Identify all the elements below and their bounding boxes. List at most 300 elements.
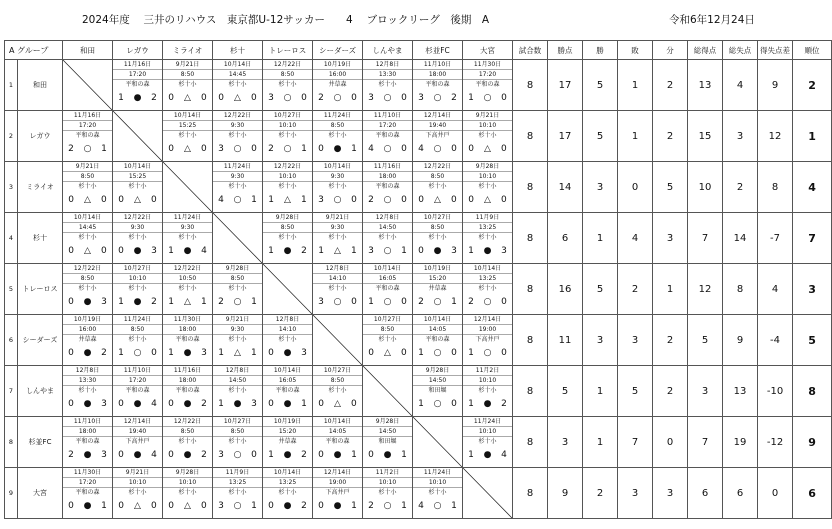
match-date: 10月27日 — [213, 417, 262, 427]
match-venue: 杉十小 — [228, 438, 247, 445]
goals-against: 0 — [500, 194, 507, 205]
match-time: 19:00 — [313, 478, 362, 488]
match-date: 11月24日 — [213, 162, 262, 172]
rank-value: 6 — [793, 468, 832, 519]
match-date: 9月28日 — [263, 213, 312, 223]
match-venue: 杉十小 — [328, 234, 347, 241]
match-score — [163, 91, 212, 104]
result-mark: ○ — [483, 347, 492, 358]
match-date: 11月10日 — [113, 366, 162, 376]
match-cell — [163, 366, 213, 417]
match-cell — [63, 315, 113, 366]
result-mark: ○ — [83, 143, 92, 154]
team-row — [5, 315, 832, 366]
match-score — [413, 244, 462, 257]
match-time: 17:20 — [113, 376, 162, 386]
stat-value: 2 — [653, 315, 688, 366]
match-time: 13:30 — [363, 70, 412, 80]
league-table — [4, 40, 832, 519]
stat-value: 8 — [513, 162, 548, 213]
match-score — [63, 244, 112, 257]
match-venue: 下高井戸 — [425, 132, 450, 139]
match-time: 17:20 — [463, 70, 512, 80]
goals-against: 2 — [501, 398, 507, 409]
result-mark: △ — [134, 500, 141, 511]
goals-for: 0 — [318, 398, 325, 409]
goals-against: 0 — [151, 347, 157, 358]
match-score — [313, 91, 362, 104]
match-score — [213, 193, 262, 206]
team-name: ミライオ — [18, 162, 63, 213]
match-time: 18:00 — [163, 325, 212, 335]
match-date: 10月14日 — [213, 60, 262, 70]
match-score — [113, 499, 162, 512]
match-time: 18:00 — [63, 427, 112, 437]
match-cell — [213, 60, 263, 111]
goals-for: 0 — [418, 194, 425, 205]
team-name: 大宮 — [18, 468, 63, 519]
row-number: 5 — [5, 264, 18, 315]
match-score — [63, 346, 112, 359]
match-score — [413, 295, 462, 308]
match-cell — [313, 417, 363, 468]
match-venue: 杉十小 — [378, 489, 397, 496]
goals-for: 3 — [218, 500, 224, 511]
match-venue: 平和の森 — [175, 336, 200, 343]
goals-for: 0 — [118, 398, 124, 409]
match-venue: 平和の森 — [375, 285, 400, 292]
stat-col-header: 総失点 — [723, 41, 758, 60]
stat-value: 14 — [548, 162, 583, 213]
goals-for: 0 — [168, 398, 174, 409]
rank-value: 8 — [793, 366, 832, 417]
page-title: 2024年度 三井のリハウス 東京都U-12サッカー 4 ブロックリーグ 後期 A — [82, 14, 490, 26]
goals-for: 1 — [368, 296, 374, 307]
match-cell — [213, 111, 263, 162]
goals-against: 0 — [351, 194, 357, 205]
goals-against: 4 — [201, 245, 207, 256]
goals-for: 0 — [118, 449, 124, 460]
match-cell — [463, 111, 513, 162]
match-score — [113, 244, 162, 257]
match-cell — [263, 111, 313, 162]
goals-for: 4 — [418, 143, 424, 154]
stat-value: 8 — [723, 264, 758, 315]
result-mark: ○ — [433, 296, 442, 307]
goals-for: 0 — [318, 449, 324, 460]
match-cell — [413, 111, 463, 162]
match-venue: 平和の森 — [475, 81, 500, 88]
match-cell — [163, 315, 213, 366]
result-mark: ● — [483, 245, 492, 256]
match-score — [213, 499, 262, 512]
result-mark: ● — [83, 296, 92, 307]
goals-against: 1 — [351, 500, 357, 511]
goals-for: 3 — [218, 143, 224, 154]
stat-value: -12 — [758, 417, 793, 468]
team-row — [5, 60, 832, 111]
goals-against: 1 — [351, 449, 357, 460]
match-time: 8:50 — [213, 274, 262, 284]
team-row — [5, 111, 832, 162]
stat-value: 12 — [758, 111, 793, 162]
goals-against: 0 — [401, 143, 407, 154]
goals-against: 0 — [200, 92, 207, 103]
match-cell — [313, 162, 363, 213]
goals-against: 0 — [451, 347, 457, 358]
goals-for: 1 — [168, 347, 174, 358]
match-score — [263, 448, 312, 461]
result-mark: ○ — [433, 398, 442, 409]
match-time: 13:25 — [463, 223, 512, 233]
goals-for: 0 — [268, 398, 274, 409]
match-cell — [263, 366, 313, 417]
goals-against: 2 — [301, 449, 307, 460]
result-mark: ● — [483, 398, 492, 409]
result-mark: ● — [183, 449, 192, 460]
result-mark: △ — [84, 245, 91, 256]
goals-against: 0 — [150, 194, 157, 205]
match-venue: 平和の森 — [275, 387, 300, 394]
match-cell — [413, 213, 463, 264]
goals-for: 0 — [418, 245, 424, 256]
result-mark: ● — [433, 245, 442, 256]
stat-value: 1 — [618, 60, 653, 111]
result-mark: ● — [83, 449, 92, 460]
goals-for: 2 — [268, 143, 274, 154]
match-time: 10:10 — [463, 427, 512, 437]
match-time: 9:30 — [213, 172, 262, 182]
match-time: 8:50 — [63, 274, 112, 284]
rank-value: 1 — [793, 111, 832, 162]
goals-against: 0 — [351, 296, 357, 307]
match-venue: 平和の森 — [425, 336, 450, 343]
rank-value: 4 — [793, 162, 832, 213]
goals-against: 3 — [101, 296, 107, 307]
match-time: 10:50 — [163, 274, 212, 284]
match-venue: 杉十小 — [78, 387, 97, 394]
match-time: 10:10 — [163, 478, 212, 488]
team-col-header: しんやま — [363, 41, 413, 60]
row-number: 3 — [5, 162, 18, 213]
team-col-header: トレーロス — [263, 41, 313, 60]
stat-value: 3 — [583, 315, 618, 366]
result-mark: △ — [184, 296, 191, 307]
goals-against: 2 — [451, 92, 457, 103]
match-date: 10月27日 — [363, 315, 412, 325]
match-date: 11月30日 — [463, 60, 512, 70]
match-venue: 杉十小 — [228, 285, 247, 292]
goals-for: 1 — [118, 92, 124, 103]
team-row — [5, 417, 832, 468]
match-score — [313, 499, 362, 512]
match-date: 12月8日 — [363, 213, 412, 223]
match-date: 10月27日 — [263, 111, 312, 121]
goals-for: 0 — [68, 194, 75, 205]
match-time: 17:20 — [63, 121, 112, 131]
match-time: 18:00 — [413, 70, 462, 80]
match-score — [313, 448, 362, 461]
goals-against: 0 — [100, 245, 107, 256]
match-score — [163, 448, 212, 461]
result-mark: ● — [283, 449, 292, 460]
match-date: 12月14日 — [113, 417, 162, 427]
goals-for: 1 — [218, 398, 224, 409]
match-cell — [113, 468, 163, 519]
match-time: 9:30 — [313, 223, 362, 233]
goals-against: 0 — [451, 143, 457, 154]
goals-for: 2 — [468, 296, 474, 307]
match-date: 12月22日 — [113, 213, 162, 223]
team-name: しんやま — [18, 366, 63, 417]
match-score — [213, 397, 262, 410]
match-venue: 井草森 — [78, 336, 97, 343]
match-date: 11月10日 — [63, 417, 112, 427]
match-cell — [463, 417, 513, 468]
match-venue: 杉十小 — [478, 285, 497, 292]
goals-for: 0 — [368, 449, 374, 460]
match-score — [413, 499, 462, 512]
match-venue: 平和の森 — [75, 438, 100, 445]
goals-for: 0 — [118, 500, 125, 511]
result-mark: ○ — [233, 143, 242, 154]
match-venue: 杉十小 — [278, 489, 297, 496]
match-score — [263, 193, 312, 206]
match-date: 10月19日 — [263, 417, 312, 427]
goals-against: 0 — [501, 92, 507, 103]
match-score — [363, 448, 412, 461]
match-venue: 杉十小 — [278, 132, 297, 139]
goals-for: 1 — [168, 296, 175, 307]
goals-for: 2 — [68, 449, 74, 460]
match-time: 14:10 — [313, 274, 362, 284]
result-mark: ● — [83, 398, 92, 409]
stat-value: 8 — [513, 315, 548, 366]
result-mark: ○ — [433, 500, 442, 511]
team-row — [5, 366, 832, 417]
result-mark: ● — [83, 347, 92, 358]
stat-value: 2 — [723, 162, 758, 213]
match-date: 11月16日 — [363, 162, 412, 172]
match-time: 10:10 — [263, 172, 312, 182]
match-date: 9月28日 — [213, 264, 262, 274]
match-date: 10月14日 — [313, 417, 362, 427]
match-cell — [263, 417, 313, 468]
goals-against: 1 — [401, 500, 407, 511]
stat-value: 17 — [548, 111, 583, 162]
result-mark: ○ — [383, 92, 392, 103]
goals-for: 1 — [468, 245, 474, 256]
report-date: 令和6年12月24日 — [669, 14, 755, 26]
goals-against: 1 — [350, 245, 357, 256]
goals-for: 3 — [318, 296, 324, 307]
match-date: 11月30日 — [163, 315, 212, 325]
row-number: 8 — [5, 417, 18, 468]
match-venue: 杉十小 — [378, 81, 397, 88]
stat-value: 13 — [688, 60, 723, 111]
match-cell — [363, 417, 413, 468]
team-name: 杉十 — [18, 213, 63, 264]
stat-value: 11 — [548, 315, 583, 366]
stat-value: 3 — [653, 213, 688, 264]
match-time: 14:50 — [363, 223, 412, 233]
team-row — [5, 162, 832, 213]
match-time: 8:50 — [63, 172, 112, 182]
goals-for: 3 — [368, 92, 374, 103]
match-score — [413, 193, 462, 206]
match-cell — [263, 213, 313, 264]
match-time: 9:30 — [213, 121, 262, 131]
stat-value: -7 — [758, 213, 793, 264]
goals-against: 2 — [151, 296, 157, 307]
match-cell — [163, 417, 213, 468]
result-mark: ○ — [283, 143, 292, 154]
stat-value: 1 — [583, 366, 618, 417]
match-venue: 杉十小 — [128, 285, 147, 292]
match-score — [363, 499, 412, 512]
stat-value: 0 — [618, 162, 653, 213]
goals-against: 1 — [301, 398, 307, 409]
goals-against: 0 — [500, 143, 507, 154]
match-cell — [263, 60, 313, 111]
match-venue: 杉十小 — [178, 285, 197, 292]
match-cell — [213, 264, 263, 315]
match-score — [463, 142, 512, 155]
match-time: 15:25 — [163, 121, 212, 131]
match-score — [463, 244, 512, 257]
match-cell — [463, 315, 513, 366]
match-time: 14:50 — [363, 427, 412, 437]
match-date: 10月19日 — [413, 264, 462, 274]
match-date: 10月14日 — [263, 468, 312, 478]
stat-value: 10 — [688, 162, 723, 213]
row-number: 6 — [5, 315, 18, 366]
match-date: 9月21日 — [163, 60, 212, 70]
match-score — [63, 142, 112, 155]
match-cell — [63, 162, 113, 213]
rank-value: 5 — [793, 315, 832, 366]
goals-for: 4 — [218, 194, 224, 205]
match-date: 9月21日 — [63, 162, 112, 172]
match-cell — [363, 315, 413, 366]
match-time: 10:10 — [113, 274, 162, 284]
match-date: 10月14日 — [313, 162, 362, 172]
stat-value: 17 — [548, 60, 583, 111]
goals-for: 0 — [168, 500, 175, 511]
match-cell — [63, 264, 113, 315]
goals-against: 1 — [200, 296, 207, 307]
match-venue: 杉十小 — [278, 336, 297, 343]
match-score — [263, 346, 312, 359]
result-mark: ● — [333, 449, 342, 460]
self-match-cell — [113, 111, 163, 162]
match-venue: 平和の森 — [125, 81, 150, 88]
stat-value: 0 — [758, 468, 793, 519]
match-venue: 杉十小 — [428, 489, 447, 496]
result-mark: ○ — [383, 245, 392, 256]
match-score — [463, 91, 512, 104]
match-venue: 杉十小 — [178, 234, 197, 241]
match-date: 11月24日 — [163, 213, 212, 223]
goals-for: 0 — [468, 194, 475, 205]
result-mark: ● — [283, 500, 292, 511]
goals-against: 3 — [251, 398, 257, 409]
match-venue: 下高井戸 — [325, 489, 350, 496]
team-col-header: 杉十 — [213, 41, 263, 60]
rank-value: 3 — [793, 264, 832, 315]
match-time: 14:45 — [63, 223, 112, 233]
goals-for: 0 — [68, 347, 74, 358]
goals-for: 3 — [368, 245, 374, 256]
rank-value: 2 — [793, 60, 832, 111]
match-date: 11月9日 — [463, 213, 512, 223]
result-mark: ○ — [483, 92, 492, 103]
goals-for: 1 — [468, 398, 474, 409]
match-venue: 平和の森 — [375, 183, 400, 190]
match-time: 14:05 — [313, 427, 362, 437]
match-date: 12月22日 — [213, 111, 262, 121]
goals-for: 0 — [168, 143, 175, 154]
result-mark: △ — [134, 194, 141, 205]
result-mark: △ — [84, 194, 91, 205]
match-score — [213, 448, 262, 461]
match-score — [163, 295, 212, 308]
team-col-header: シーダーズ — [313, 41, 363, 60]
stat-col-header: 勝 — [583, 41, 618, 60]
result-mark: △ — [184, 500, 191, 511]
match-venue: 杉十小 — [78, 183, 97, 190]
match-cell — [213, 468, 263, 519]
goals-against: 0 — [251, 143, 257, 154]
match-venue: 杉十小 — [228, 132, 247, 139]
stat-value: 6 — [548, 213, 583, 264]
match-time: 15:25 — [113, 172, 162, 182]
goals-against: 4 — [501, 449, 507, 460]
match-time: 9:30 — [163, 223, 212, 233]
result-mark: △ — [484, 143, 491, 154]
result-mark: ● — [383, 449, 392, 460]
stat-col-header: 勝点 — [548, 41, 583, 60]
match-venue: 平和の森 — [425, 81, 450, 88]
match-time: 9:30 — [313, 172, 362, 182]
goals-against: 4 — [151, 449, 157, 460]
match-date: 10月14日 — [463, 264, 512, 274]
match-score — [263, 499, 312, 512]
goals-against: 1 — [250, 347, 257, 358]
stat-value: 5 — [653, 162, 688, 213]
match-cell — [113, 162, 163, 213]
result-mark: △ — [184, 92, 191, 103]
result-mark: △ — [334, 398, 341, 409]
match-time: 8:50 — [413, 223, 462, 233]
team-row — [5, 264, 832, 315]
match-time: 10:10 — [413, 478, 462, 488]
goals-for: 1 — [268, 194, 275, 205]
stat-value: 8 — [513, 264, 548, 315]
match-score — [313, 193, 362, 206]
match-score — [263, 142, 312, 155]
match-score — [163, 346, 212, 359]
match-cell — [113, 366, 163, 417]
goals-against: 4 — [151, 398, 157, 409]
self-match-cell — [413, 417, 463, 468]
match-cell — [463, 162, 513, 213]
match-score — [63, 295, 112, 308]
stat-value: -4 — [758, 315, 793, 366]
match-time: 19:40 — [413, 121, 462, 131]
match-time: 8:50 — [263, 223, 312, 233]
match-cell — [163, 60, 213, 111]
